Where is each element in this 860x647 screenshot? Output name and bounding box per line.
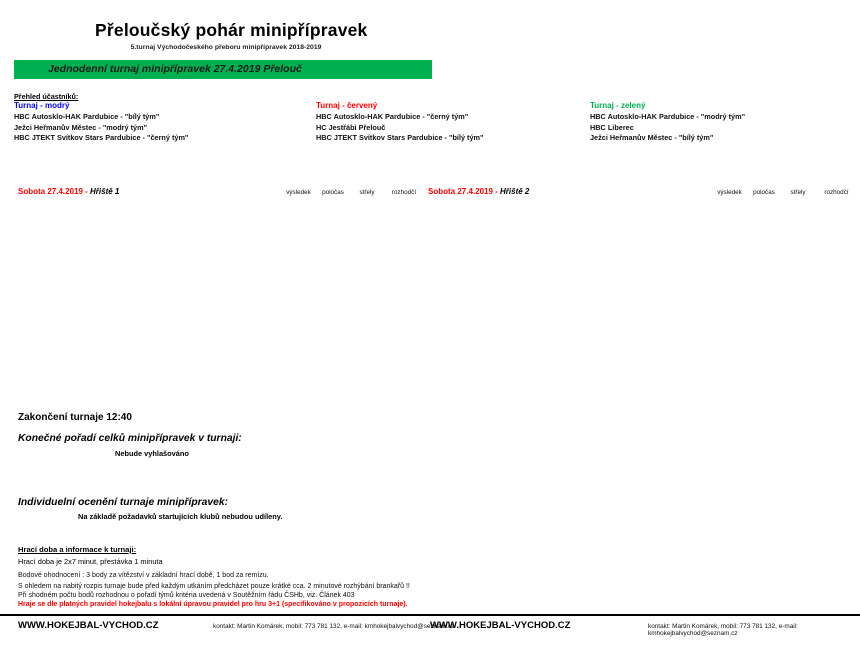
tournament-blue-title: Turnaj - modrý: [14, 101, 70, 110]
banner-text: Jednodenní turnaj minipřípravek 27.4.2019 Přelouč: [48, 63, 302, 75]
table-date: Sobota 27.4.2019 -: [428, 187, 501, 196]
table-date: Sobota 27.4.2019 -: [18, 187, 91, 196]
tournament-banner: [14, 60, 432, 79]
column-halftime: poločas: [322, 189, 344, 196]
tournament-red-title: Turnaj - červený: [316, 101, 378, 110]
team-name: HBC Autosklo-HAK Pardubice - "bílý tým": [14, 112, 160, 121]
schedule-rink-1: [18, 183, 424, 196]
schedule-rink-2: [428, 183, 858, 196]
team-name: HBC Autosklo-HAK Pardubice - "černý tým": [316, 112, 469, 121]
schedule-header-rink-2: [428, 183, 858, 196]
column-shots: střely: [359, 189, 375, 196]
table-title: [428, 187, 712, 196]
page-title: Přeloučský pohár minipřípravek: [95, 20, 368, 40]
footer-website-right: WWW.HOKEJBAL-VYCHOD.CZ: [430, 620, 571, 631]
team-name: HC Jestřábi Přelouč: [316, 122, 386, 132]
team-name: HBC Liberec: [590, 122, 634, 132]
footer-contact-left: kontakt: Martin Komárek, mobil: 773 781 132, e-mail: kmhokejbalvychod@seznam.cz: [213, 623, 455, 630]
column-halftime: poločas: [753, 189, 775, 196]
final-standings-note: Nebude vyhlašováno: [115, 449, 189, 458]
info-note-rules: Hraje se dle platných pravidel hokejbalu s lokální úpravou pravidel pro hru 3+1 (specifikováno v propozicích turnaje).: [18, 601, 408, 608]
page-subtitle: 5.turnaj Východočeského přeboru minipřípravek 2018-2019: [130, 44, 322, 51]
footer-contact-right: kontakt: Martin Komárek, mobil: 773 781 132, e-mail: kmhokejbalvychod@seznam.cz: [648, 623, 798, 637]
column-result: výsledek: [717, 189, 742, 196]
footer-website-left: WWW.HOKEJBAL-VYCHOD.CZ: [18, 620, 159, 631]
participants-heading: Přehled účastníků:: [14, 92, 79, 101]
info-note-criteria: Při shodném počtu bodů rozhodnou o pořadí týmů kritéria uvedená v Soutěžním řádu ČSHb, viz. Článek 403: [18, 592, 355, 599]
tournament-green-column: [590, 101, 860, 144]
column-referee: rozhodčí: [391, 189, 417, 196]
column-shots: střely: [790, 189, 806, 196]
team-name: HBC Autosklo-HAK Pardubice - "modrý tým": [590, 112, 746, 121]
schedule-header-rink-1: [18, 183, 424, 196]
rink-label: Hřiště 1: [90, 187, 120, 196]
closing-time: Zakončení turnaje 12:40: [18, 412, 132, 423]
column-result: výsledek: [286, 189, 311, 196]
info-heading: Hrací doba a informace k turnaji:: [18, 545, 137, 554]
info-duration: Hrací doba je 2x7 minut, přestávka 1 minuta: [18, 557, 163, 566]
team-name: HBC JTEKT Svítkov Stars Pardubice - "bílý tým": [316, 133, 484, 142]
team-name: Ježci Heřmanův Městec - "modrý tým": [14, 122, 148, 132]
footer-divider: [0, 614, 860, 616]
team-name: Ježci Heřmanův Městec - "bílý tým": [590, 133, 714, 142]
column-referee: rozhodčí: [824, 189, 849, 196]
tournament-blue-column: [14, 101, 294, 144]
awards-note: Na základě požadavků startujících klubů nebudou udíleny.: [78, 512, 283, 521]
info-note-warmup: S ohledem na nabitý rozpis turnaje bude před každým utkáním předcházet pouze krátké cca. 2 minutové rozhýbání brankařů !!: [18, 583, 410, 590]
awards-heading: Individuelní ocenění turnaje minipřípravek:: [18, 497, 228, 508]
info-note-points: Bodové ohodnocení : 3 body za vítězství v základní hrací době, 1 bod za remízu.: [18, 572, 269, 579]
tournament-red-column: [316, 101, 596, 144]
final-standings-heading: Konečné pořadí celků minipřípravek v turnaji:: [18, 433, 242, 444]
tournament-green-title: Turnaj - zelený: [590, 101, 646, 110]
team-name: HBC JTEKT Svítkov Stars Pardubice - "černý tým": [14, 133, 189, 142]
table-title: [18, 187, 281, 196]
rink-label: Hřiště 2: [500, 187, 530, 196]
